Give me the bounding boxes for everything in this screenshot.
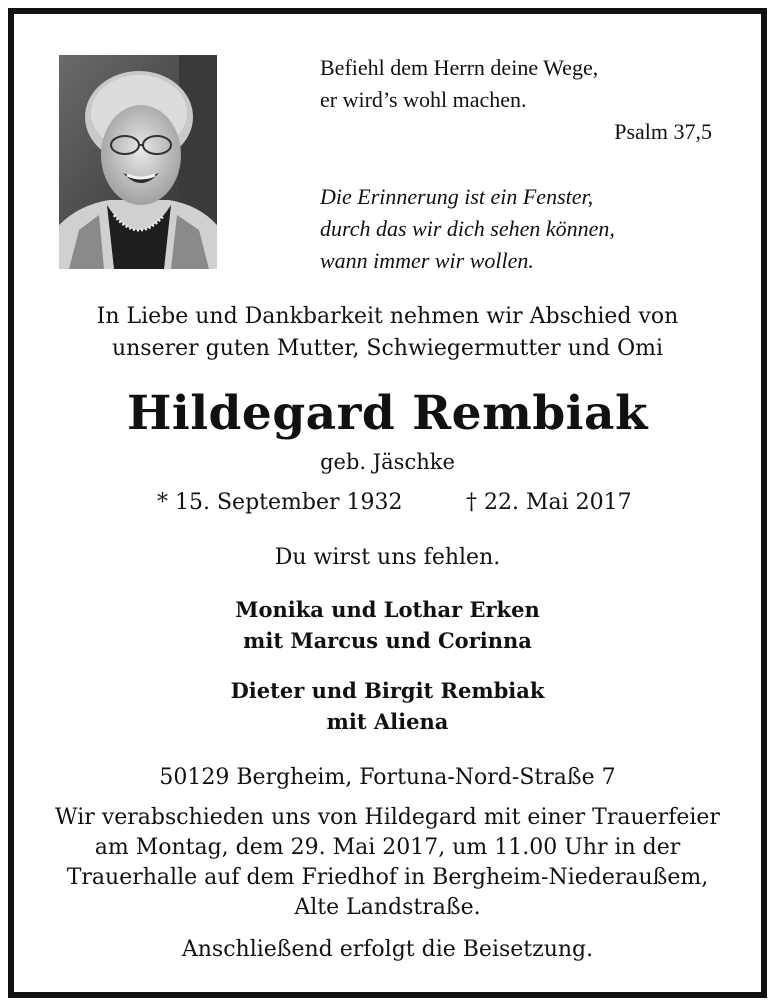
intro-line: unserer guten Mutter, Schwiegermutter und Omi: [111, 336, 664, 361]
service-line: Alte Landstraße.: [294, 895, 481, 920]
obituary-frame: [8, 8, 767, 998]
maiden-name: geb. Jäschke: [320, 450, 455, 474]
family-line: mit Marcus und Corinna: [243, 628, 532, 653]
family-address: 50129 Bergheim, Fortuna-Nord-Straße 7: [159, 765, 616, 790]
verse-reference: Psalm 37,5: [614, 119, 712, 144]
verse-line: er wird’s wohl machen.: [320, 87, 527, 112]
verse-line: Befiehl dem Herrn deine Wege,: [320, 55, 599, 80]
service-line: am Montag, dem 29. Mai 2017, um 11.00 Uhr in der: [94, 835, 681, 860]
death-date: † 22. Mai 2017: [466, 490, 632, 515]
family-line: mit Aliena: [326, 709, 449, 734]
family-line: Dieter und Birgit Rembiak: [230, 678, 545, 703]
family-group: [14, 594, 761, 656]
quote-line: durch das wir dich sehen können,: [320, 216, 615, 241]
intro-text: [14, 301, 761, 365]
intro-line: In Liebe und Dankbarkeit nehmen wir Abschied von: [96, 304, 679, 329]
service-line: Wir verabschieden uns von Hildegard mit einer Trauerfeier: [55, 805, 720, 830]
bible-verse: [320, 52, 740, 148]
family-group: [14, 675, 761, 737]
family-line: Monika und Lothar Erken: [235, 597, 540, 622]
birth-date: * 15. September 1932: [157, 490, 403, 515]
farewell-line: Du wirst uns fehlen.: [274, 545, 501, 570]
portrait-image: [59, 55, 217, 269]
service-info: [14, 803, 761, 923]
deceased-name: Hildegard Rembiak: [126, 386, 649, 441]
quote-line: Die Erinnerung ist ein Fenster,: [320, 184, 594, 209]
portrait-photo: [59, 55, 217, 269]
service-line: Trauerhalle auf dem Friedhof in Bergheim-Niederaußem,: [66, 865, 709, 890]
memorial-quote: [320, 181, 740, 277]
burial-note: Anschließend erfolgt die Beisetzung.: [181, 937, 594, 962]
quote-line: wann immer wir wollen.: [320, 248, 534, 273]
